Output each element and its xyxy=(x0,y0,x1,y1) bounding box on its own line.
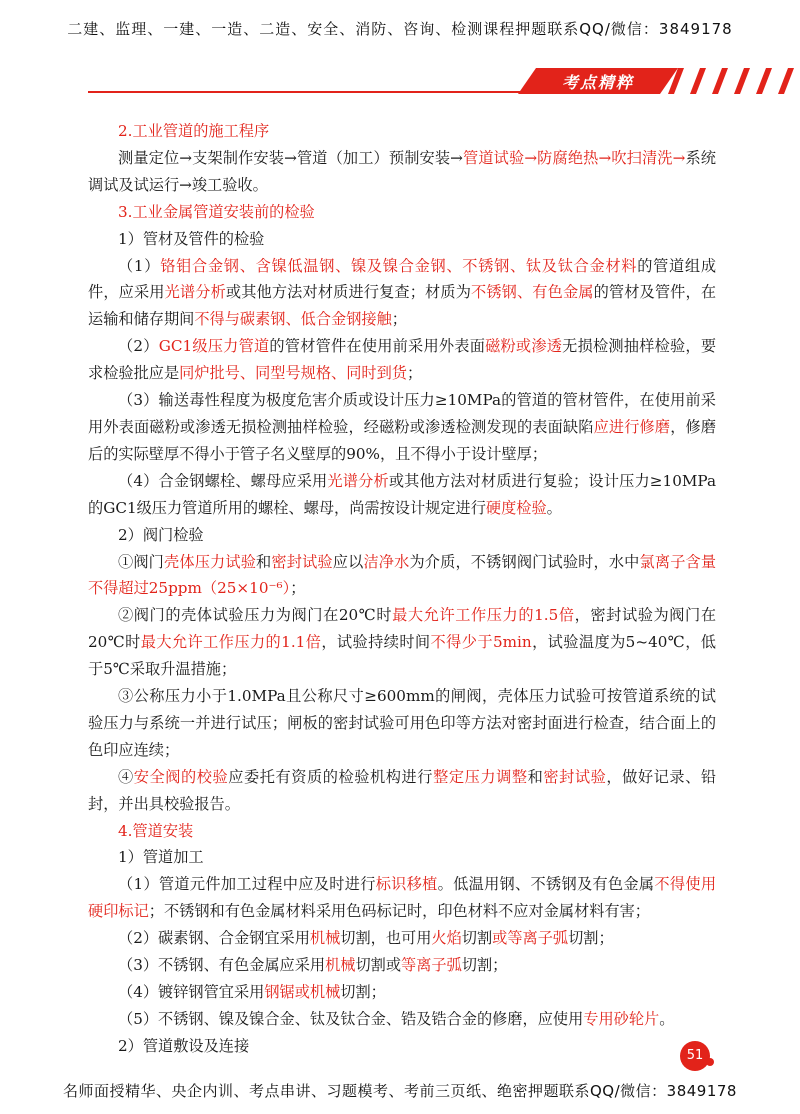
text-run: 切割； xyxy=(461,956,508,975)
text-run: 应委托有资质的检验机构进行 xyxy=(228,767,434,786)
text-run: 应以 xyxy=(332,552,364,571)
text-run: 。低温用钢、不锈钢及有色金属 xyxy=(437,875,655,894)
text-run: 的管材及管件，在运输和储存期间 xyxy=(88,283,717,329)
body-paragraph xyxy=(88,871,716,925)
body-paragraph xyxy=(88,468,716,522)
body-paragraph xyxy=(88,979,716,1006)
highlighted-text: 管道试验→防腐绝热→吹扫清洗→ xyxy=(462,148,686,167)
highlighted-text: 密封试验 xyxy=(543,767,607,786)
body-paragraph xyxy=(88,602,716,683)
highlighted-text: 不得使用硬印标记 xyxy=(88,875,717,921)
body-paragraph xyxy=(88,844,716,871)
text-run: （2）碳素钢、合金钢宜采用 xyxy=(118,929,310,948)
header-stripe xyxy=(756,68,772,94)
highlighted-text: 4.管道安装 xyxy=(118,821,194,840)
body-paragraph xyxy=(88,1033,716,1060)
text-run: 。 xyxy=(659,1009,675,1028)
highlighted-text: 壳体压力试验 xyxy=(164,552,257,571)
text-run: 切割，也可用 xyxy=(340,929,432,948)
body-paragraph xyxy=(88,226,716,253)
body-paragraph xyxy=(88,764,716,818)
text-run: 切割或 xyxy=(355,956,402,975)
body-paragraph xyxy=(88,333,716,387)
text-run: 切割； xyxy=(568,929,614,948)
highlighted-text: 等离子弧 xyxy=(401,956,462,975)
section-heading xyxy=(88,199,716,226)
text-run: ，密封试验为阀门在20℃时 xyxy=(88,606,717,652)
text-run: ； xyxy=(391,310,407,329)
text-run: （3）输送毒性程度为极度危害介质或设计压力≥10MPa的管道的管材管件，在使用前采用外表面磁粉或渗透无损检测抽样检验，经磁粉或渗透检测发现的表面缺陷 xyxy=(88,391,716,436)
highlighted-text: 安全阀的校验 xyxy=(133,767,229,786)
highlighted-text: 不得与碳素钢、低合金钢接触 xyxy=(194,310,392,329)
text-run: 和 xyxy=(256,552,272,571)
highlighted-text: 3.工业金属管道安装前的检验 xyxy=(118,202,315,221)
header-stripe xyxy=(734,68,750,94)
text-run: （1）管道元件加工过程中应及时进行 xyxy=(118,875,376,894)
text-run: ③公称压力小于1.0MPa且公称尺寸≥600mm的闸阀，壳体压力试验可按管道系统的试验压力与系统一并进行试压；闸板的密封试验可用色印等方法对密封面进行检查，结合面上的色印应连续； xyxy=(88,687,716,759)
header-stripe xyxy=(690,68,706,94)
highlighted-text: GC1级压力管道 xyxy=(158,337,270,356)
section-heading xyxy=(88,118,716,145)
text-run: 的管材管件在使用前采用外表面 xyxy=(269,337,486,356)
text-run: 系统调试及试运行→竣工验收。 xyxy=(88,148,716,194)
highlighted-text: 2.工业管道的施工程序 xyxy=(118,122,270,140)
body-paragraph xyxy=(88,683,716,764)
header-tab-label: 考点精粹 xyxy=(561,73,634,92)
text-run: （1） xyxy=(118,256,161,275)
text-run: 切割 xyxy=(461,929,493,948)
highlighted-text: 洁净水 xyxy=(363,552,410,571)
text-run: ； xyxy=(406,364,423,383)
text-run: 切割； xyxy=(340,983,386,1001)
text-run: 无损检测抽样检验，要求检验批应是 xyxy=(88,337,717,383)
text-run: ④ xyxy=(118,767,134,786)
text-run: （4）镀锌钢管宜采用 xyxy=(118,983,265,1001)
bottom-contact-note: 名师面授精华、央企内训、考点串讲、习题模考、考前三页纸、绝密押题联系QQ/微信：3849178 xyxy=(63,1082,737,1100)
text-run: （3）不锈钢、有色金属应采用 xyxy=(118,956,326,975)
text-run: ①阀门 xyxy=(118,552,165,571)
highlighted-text: 不得少于5min xyxy=(430,633,532,652)
text-run: ②阀门的壳体试验压力为阀门在20℃时 xyxy=(118,606,393,625)
text-run: 1）管道加工 xyxy=(118,848,204,867)
highlighted-text: 机械 xyxy=(325,956,356,975)
top-contact-note: 二建、监理、一建、一造、二造、安全、消防、咨询、检测课程押题联系QQ/微信：3849178 xyxy=(67,20,733,38)
highlighted-text: 光谱分析 xyxy=(164,283,226,302)
text-run: 2）阀门检验 xyxy=(118,525,204,544)
highlighted-text: 火焰 xyxy=(431,929,462,948)
text-run: 或其他方法对材质进行复查；材质为 xyxy=(225,283,472,302)
highlighted-text: 同炉批号、同型号规格、同时到货 xyxy=(179,364,407,383)
page-badge-decoration xyxy=(706,1058,714,1066)
body-paragraph xyxy=(88,1006,716,1033)
body-paragraph xyxy=(88,925,716,952)
highlighted-text: 标识移植 xyxy=(375,875,438,894)
highlighted-text: 最大允许工作压力的1.1倍 xyxy=(140,633,322,652)
text-run: （4）合金钢螺栓、螺母应采用 xyxy=(118,471,328,490)
highlighted-text: 磁粉或渗透 xyxy=(485,337,563,356)
highlighted-text: 密封试验 xyxy=(271,552,333,571)
highlighted-text: 专用砂轮片 xyxy=(583,1009,660,1028)
text-run: 或其他方法对材质进行复验；设计压力≥10MPa的GC1级压力管道所用的螺栓、螺母，尚需按设计规定进行 xyxy=(88,471,717,517)
body-paragraph xyxy=(88,145,716,199)
highlighted-text: 或等离子弧 xyxy=(492,929,569,948)
text-run: ，修磨后的实际壁厚不得小于管子名义壁厚的90%，且不得小于设计壁厚； xyxy=(88,417,717,463)
highlighted-text: 硬度检验 xyxy=(485,498,547,517)
text-run: 的管道组成件，应采用 xyxy=(88,256,717,302)
highlighted-text: 应进行修磨 xyxy=(593,417,671,436)
section-header-tab xyxy=(518,68,800,94)
text-run: ，做好记录、铅封，并出具校验报告。 xyxy=(88,767,717,813)
highlighted-text: 机械 xyxy=(309,929,341,948)
highlighted-text: 不锈钢、有色金属 xyxy=(471,283,594,302)
document-body xyxy=(88,118,716,1060)
text-run: （5）不锈钢、镍及镍合金、钛及钛合金、锆及锆合金的修磨，应使用 xyxy=(118,1009,584,1028)
highlighted-text: 光谱分析 xyxy=(327,471,389,490)
highlighted-text: 钢锯或机械 xyxy=(264,983,341,1001)
highlighted-text: 铬钼合金钢、含镍低温钢、镍及镍合金钢、不锈钢、钛及钛合金材料 xyxy=(160,256,638,275)
text-run: 。 xyxy=(546,498,562,517)
text-run: 2）管道敷设及连接 xyxy=(118,1036,250,1055)
header-stripe xyxy=(778,68,794,94)
text-run: 1）管材及管件的检验 xyxy=(118,229,265,248)
text-run: ，试验温度为5~40℃，低于5℃采取升温措施； xyxy=(88,633,716,679)
highlighted-text: 氯离子含量不得超过25ppm（25×10⁻⁶） xyxy=(88,552,717,598)
body-paragraph xyxy=(88,387,716,468)
text-run: （2） xyxy=(118,337,159,356)
text-run: 和 xyxy=(527,767,544,786)
text-run: 为介质，不锈钢阀门试验时，水中 xyxy=(409,552,640,571)
highlighted-text: 最大允许工作压力的1.5倍 xyxy=(392,606,575,625)
header-stripe xyxy=(712,68,728,94)
page-number-badge: 51 xyxy=(680,1041,710,1071)
text-run: ；不锈钢和有色金属材料采用色码标记时，印色材料不应对金属材料有害； xyxy=(148,902,650,921)
body-paragraph xyxy=(88,952,716,979)
body-paragraph xyxy=(88,522,716,549)
body-paragraph xyxy=(88,549,716,603)
body-paragraph xyxy=(88,253,716,334)
text-run: 测量定位→支架制作安装→管道（加工）预制安装→ xyxy=(118,148,463,167)
highlighted-text: 整定压力调整 xyxy=(433,767,528,786)
text-run: ，试验持续时间 xyxy=(321,633,431,652)
text-run: ； xyxy=(290,579,306,598)
section-heading xyxy=(88,818,716,845)
